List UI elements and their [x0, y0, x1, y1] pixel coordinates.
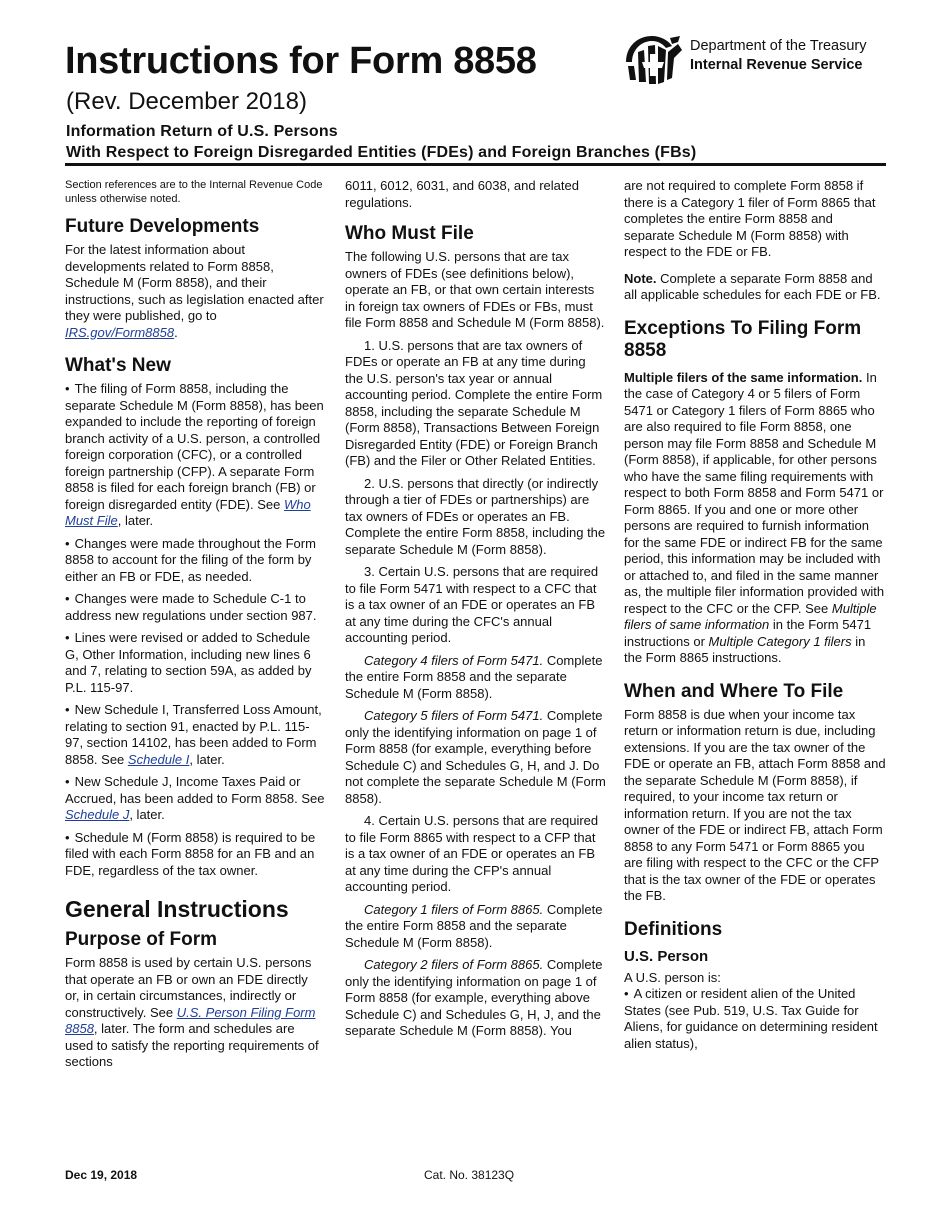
- category-2-continued: are not required to complete Form 8858 if there is a Category 1 filer of Form 8865 that completes the entire Form 8858 and separate Schedule M (Form 8858) with respect to the FDE or FB.: [624, 178, 876, 259]
- who-must-file-intro: The following U.S. persons that are tax owners of FDEs (see definitions below), operate an FB, or that own certain interests in foreign tax owners of FDEs or FBs, must file Form 8858 and Schedule M (Form 8858).: [345, 249, 605, 330]
- agency-department: Department of the Treasury: [690, 38, 867, 54]
- who-must-file-item-2: 2. U.S. persons that directly (or indirectly through a tier of FDEs or partnerships) are tax owners of FDEs or operates an FB. Complete the entire Form 8858, including the separate Schedule M (Form 8858).: [345, 475, 606, 557]
- who-must-file-item-1: 1. U.S. persons that are tax owners of FDEs or operate an FB at any time during the U.S. person's tax year or annual accounting period. Complete the entire Form 8858, including the separate Schedule M (Form 8858), Transactions Between Foreign Disregarded Entity (FDE) or Foreign Branch (FB) and the Filer or Other Related Entities.: [345, 337, 603, 468]
- whats-new-item: • Changes were made to Schedule C-1 to address new regulations under section 987.: [65, 591, 325, 624]
- schedule-i-link[interactable]: Schedule I: [127, 751, 190, 767]
- page-title: Instructions for Form 8858: [65, 40, 537, 82]
- column-right: [624, 178, 886, 1058]
- category-5-filers: Category 5 filers of Form 5471. Complete only the identifying information on page 1 of Form 8858 (for example, everything before Schedule C) and Schedules G, H, and J. Do not complete the separate Schedule M (Form 8858).: [345, 708, 606, 806]
- whats-new-item: • Changes were made throughout the Form 8858 to account for the filing of the form by either an FB or FDE, as needed.: [65, 536, 325, 586]
- form-subtitle: [66, 121, 696, 163]
- whats-new-heading: What's New: [65, 355, 171, 376]
- category-1-filers: Category 1 filers of Form 8865. Complete the entire Form 8858 and the separate Schedule M (Form 8858).: [345, 901, 603, 950]
- column-middle: [345, 178, 607, 1046]
- us-person-intro: A U.S. person is:: [624, 969, 721, 985]
- subtitle-line-1: Information Return of U.S. Persons: [66, 123, 338, 140]
- agency-irs: Internal Revenue Service: [690, 57, 863, 73]
- whats-new-item: • New Schedule J, Income Taxes Paid or Accrued, has been added to Form 8858. See Schedule J, later.: [65, 774, 325, 824]
- irs-eagle-logo-icon: [622, 32, 684, 88]
- multiple-filers-paragraph: Multiple filers of the same information. In the case of Category 4 or 5 filers of Form 5471 or Category 1 filers of Form 8865 who are also required to file Form 8858, one person may file Form 8858 and Schedule M (Form 8858), if applicable, for other persons who have the same filing requirements with respect to both Form 8858 and Form 5471 or Form 8865. If you and one or more other persons are required to furnish information for the same FDE or indirect FB for the same period, this information may be included with or attached to, and filed in the same manner as, the multiple filer information provided with respect to the CFC or the CFP. See Multiple filers of same information in the Form 5471 instructions or Multiple Category 1 filers in the Form 8865 instructions.: [624, 369, 885, 665]
- section-references-note: Section references are to the Internal Revenue Code unless otherwise noted.: [65, 179, 323, 205]
- purpose-of-form-heading: Purpose of Form: [65, 929, 218, 950]
- schedule-j-link[interactable]: Schedule J: [65, 807, 130, 822]
- definitions-heading: Definitions: [624, 918, 723, 940]
- category-4-filers: Category 4 filers of Form 5471. Complete the entire Form 8858 and the separate Schedule M (Form 8858).: [345, 652, 603, 701]
- column-left: [65, 178, 325, 1077]
- who-must-file-link[interactable]: Who Must File: [65, 496, 311, 528]
- footer-date: Dec 19, 2018: [65, 1168, 138, 1182]
- us-person-filing-link[interactable]: U.S. Person Filing Form 8858: [65, 1004, 316, 1036]
- whats-new-item: • The filing of Form 8858, including the separate Schedule M (Form 8858), has been expanded to include the reporting of foreign branch activity of a U.S. person, a controlled foreign corporation (CFC), or a controlled foreign partnership (CFP). A separate Form 8858 is filed for each foreign branch (FB) or foreign disregarded entity (FDE). See Who Must File, later.: [65, 381, 325, 530]
- general-instructions-heading: General Instructions: [65, 896, 289, 922]
- header-divider: [65, 163, 886, 166]
- us-person-heading: U.S. Person: [624, 947, 709, 965]
- exceptions-heading: Exceptions To Filing Form 8858: [624, 317, 862, 361]
- footer-catalog-number: Cat. No. 38123Q: [424, 1168, 515, 1182]
- agency-block: [622, 32, 867, 88]
- future-developments-text: For the latest information about developments related to Form 8858, Schedule M (Form 8858), and their instructions, such as legislation enacted after they were published, go to IRS.gov/Form8858.: [65, 242, 324, 340]
- when-where-text: Form 8858 is due when your income tax return or information return is due, including extensions. If you are the tax owner of the FDE or operate an FB, attach Form 8858 and the separate Schedule M (Form 8858), if required, to your income tax return or information return. If you are not the tax owner of the FDE or indirect FB, attach Form 8858 to any Form 5471 or Form 8865 you are filing with respect to the CFC or the CFP that is the tax owner of the FDE or operates the FB.: [624, 706, 886, 903]
- note-paragraph: Note. Complete a separate Form 8858 and all applicable schedules for each FDE or FB.: [624, 270, 881, 302]
- who-must-file-item-4: 4. Certain U.S. persons that are required to file Form 8865 with respect to a CFP that is a tax owner of an FDE or operates an FB at any time during the CFP's annual accounting period.: [345, 813, 599, 894]
- whats-new-item: • Lines were revised or added to Schedule G, Other Information, including new lines 6 and 7, relating to section 59A, as added by P.L. 115-97.: [65, 630, 325, 696]
- purpose-of-form-text: Form 8858 is used by certain U.S. persons that operate an FB or own an FDE directly or, in certain circumstances, indirectly or constructively. See U.S. Person Filing Form 8858, later. The form and schedules are used to satisfy the reporting requirements of sections: [65, 955, 319, 1069]
- who-must-file-item-3: 3. Certain U.S. persons that are required to file Form 5471 with respect to a CFC that is a tax owner of an FDE or operates an FB at any time during the CFC's annual accounting period.: [345, 564, 599, 645]
- irs-form8858-link[interactable]: IRS.gov/Form8858: [65, 324, 175, 340]
- us-person-item: • A citizen or resident alien of the United States (see Pub. 519, U.S. Tax Guide for Aliens, for guidance on determining resident alien status),: [624, 986, 886, 1052]
- revision-date: (Rev. December 2018): [66, 88, 307, 115]
- when-where-heading: When and Where To File: [624, 680, 844, 702]
- future-developments-heading: Future Developments: [65, 216, 260, 237]
- subtitle-line-2: With Respect to Foreign Disregarded Entities (FDEs) and Foreign Branches (FBs): [66, 144, 697, 161]
- whats-new-item: • New Schedule I, Transferred Loss Amount, relating to section 91, enacted by P.L. 115-97, section 14102, has been added to Form 8858. See Schedule I, later.: [65, 702, 325, 768]
- category-2-filers: Category 2 filers of Form 8865. Complete only the identifying information on page 1 of Form 8858 (for example, everything above Schedule C) and Schedules G, H, J, and the separate Schedule M (Form 8858). You: [345, 957, 603, 1038]
- whats-new-item: • Schedule M (Form 8858) is required to be filed with each Form 8858 for an FB and an FDE, regardless of the tax owner.: [65, 830, 325, 880]
- who-must-file-heading: Who Must File: [345, 223, 474, 244]
- sections-continued: 6011, 6012, 6031, and 6038, and related regulations.: [345, 178, 579, 210]
